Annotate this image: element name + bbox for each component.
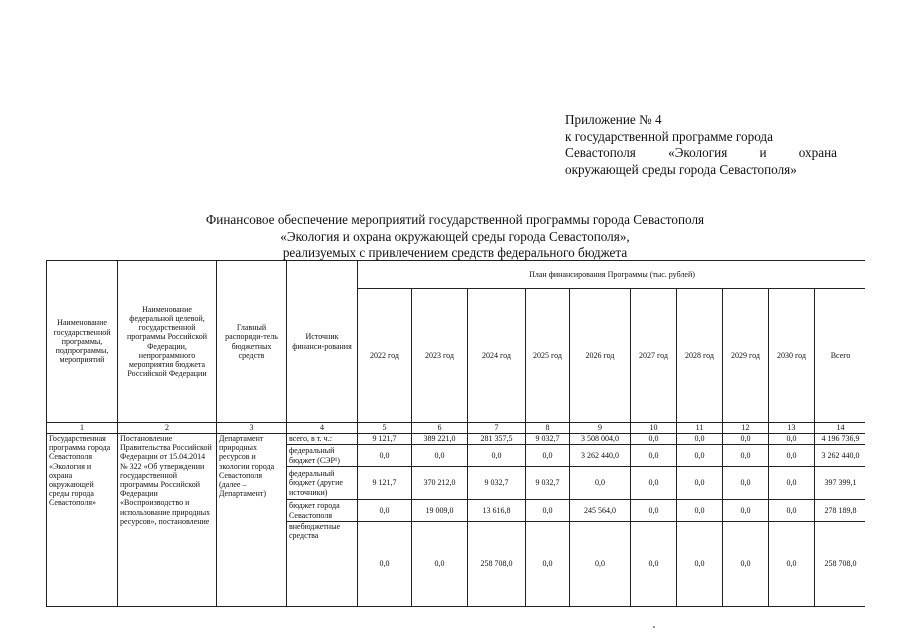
value-cell: 370 212,0 <box>412 467 468 500</box>
value-cell: 0,0 <box>570 467 631 500</box>
value-cell: 0,0 <box>723 500 769 522</box>
federal-program-cell: Постановление Правительства Российской Федерации от 15.04.2014 № 322 «Об утверждении государственной программы Российской Федерации «Воспроизводство и использование природных ресурсов», постановление <box>118 434 217 607</box>
column-number: 3 <box>217 423 287 434</box>
value-cell: 0,0 <box>358 500 412 522</box>
value-cell: 0,0 <box>723 445 769 467</box>
value-cell: 0,0 <box>412 522 468 607</box>
value-cell: 0,0 <box>358 522 412 607</box>
scan-speck <box>653 626 655 628</box>
header-financing-plan: План финансирования Программы (тыс. рублей) <box>358 261 866 289</box>
value-cell: 0,0 <box>412 445 468 467</box>
column-number: 8 <box>526 423 570 434</box>
appendix-line-2: к государственной программе города <box>565 128 773 144</box>
value-cell: 13 616,8 <box>468 500 526 522</box>
column-number: 11 <box>677 423 723 434</box>
value-cell: 0,0 <box>723 434 769 445</box>
header-year: 2023 год <box>412 289 468 423</box>
value-cell: 9 032,7 <box>526 434 570 445</box>
value-cell: 0,0 <box>631 522 677 607</box>
header-administrator: Главный распоряди-тель бюджетных средств <box>217 261 287 423</box>
source-cell: федеральный бюджет (другие источники) <box>287 467 358 500</box>
value-cell: 0,0 <box>631 467 677 500</box>
value-cell: 0,0 <box>631 434 677 445</box>
value-cell: 0,0 <box>769 445 815 467</box>
value-cell: 0,0 <box>677 445 723 467</box>
column-number: 12 <box>723 423 769 434</box>
total-cell: 4 196 736,9 <box>815 434 866 445</box>
appendix-line-1: Приложение № 4 <box>565 112 662 127</box>
value-cell: 19 009,0 <box>412 500 468 522</box>
value-cell: 0,0 <box>723 467 769 500</box>
column-number: 14 <box>815 423 866 434</box>
source-cell: всего, в т. ч.: <box>287 434 358 445</box>
value-cell: 3 262 440,0 <box>570 445 631 467</box>
value-cell: 0,0 <box>769 522 815 607</box>
value-cell: 9 121,7 <box>358 434 412 445</box>
appendix-line-4: окружающей среды города Севастополя» <box>565 161 797 177</box>
header-year: 2028 год <box>677 289 723 423</box>
column-number: 10 <box>631 423 677 434</box>
value-cell: 281 357,5 <box>468 434 526 445</box>
header-federal-program: Наименование федеральной целевой, государственной программы Российской Федерации, непрограммного мероприятия бюджета Российской Федерации <box>118 261 217 423</box>
value-cell: 9 121,7 <box>358 467 412 500</box>
value-cell: 0,0 <box>631 445 677 467</box>
column-number: 6 <box>412 423 468 434</box>
title-line-1: Финансовое обеспечение мероприятий государственной программы города Севастополя <box>205 212 705 227</box>
value-cell: 0,0 <box>570 522 631 607</box>
value-cell: 3 508 004,0 <box>570 434 631 445</box>
value-cell: 0,0 <box>769 467 815 500</box>
header-program-name: Наименование государственной программы, подпрограммы, мероприятий <box>47 261 118 423</box>
value-cell: 0,0 <box>677 522 723 607</box>
header-year: 2030 год <box>769 289 815 423</box>
value-cell: 0,0 <box>677 434 723 445</box>
financing-table <box>46 260 865 607</box>
header-year: 2025 год <box>526 289 570 423</box>
total-cell: 258 708,0 <box>815 522 866 607</box>
header-year: 2027 год <box>631 289 677 423</box>
appendix-block <box>565 112 837 178</box>
total-cell: 278 189,8 <box>815 500 866 522</box>
header-total: Всего <box>815 289 866 423</box>
value-cell: 389 221,0 <box>412 434 468 445</box>
value-cell: 0,0 <box>526 445 570 467</box>
column-number: 7 <box>468 423 526 434</box>
table-row <box>47 434 866 445</box>
value-cell: 0,0 <box>468 445 526 467</box>
column-number: 5 <box>358 423 412 434</box>
value-cell: 0,0 <box>631 500 677 522</box>
column-number: 13 <box>769 423 815 434</box>
source-cell: внебюджетные средства <box>287 522 358 607</box>
header-year: 2022 год <box>358 289 412 423</box>
header-year: 2024 год <box>468 289 526 423</box>
appendix-line-3: Севастополя «Экология и охрана <box>565 145 837 160</box>
header-year: 2026 год <box>570 289 631 423</box>
header-funding-source: Источник финанси-рования <box>287 261 358 423</box>
value-cell: 9 032,7 <box>468 467 526 500</box>
source-cell: федеральный бюджет (СЭР¹) <box>287 445 358 467</box>
document-title <box>90 212 820 262</box>
column-number: 4 <box>287 423 358 434</box>
value-cell: 0,0 <box>677 467 723 500</box>
financing-table-frame <box>46 260 865 615</box>
source-cell: бюджет города Севастополя <box>287 500 358 522</box>
value-cell: 0,0 <box>723 522 769 607</box>
value-cell: 0,0 <box>526 522 570 607</box>
value-cell: 9 032,7 <box>526 467 570 500</box>
value-cell: 245 564,0 <box>570 500 631 522</box>
program-name-cell: Государственная программа города Севастополя «Экология и охрана окружающей среды города Севастополя» <box>47 434 118 607</box>
column-number: 2 <box>118 423 217 434</box>
value-cell: 0,0 <box>358 445 412 467</box>
value-cell: 258 708,0 <box>468 522 526 607</box>
total-cell: 3 262 440,0 <box>815 445 866 467</box>
column-number: 9 <box>570 423 631 434</box>
value-cell: 0,0 <box>526 500 570 522</box>
column-number: 1 <box>47 423 118 434</box>
value-cell: 0,0 <box>769 500 815 522</box>
administrator-cell: Департамент природных ресурсов и экологии города Севастополя (далее – Департамент) <box>217 434 287 607</box>
total-cell: 397 399,1 <box>815 467 866 500</box>
title-line-2: «Экология и охрана окружающей среды города Севастополя», <box>280 228 630 244</box>
value-cell: 0,0 <box>769 434 815 445</box>
header-year: 2029 год <box>723 289 769 423</box>
title-line-3: реализуемых с привлечением средств федерального бюджета <box>282 245 628 260</box>
value-cell: 0,0 <box>677 500 723 522</box>
